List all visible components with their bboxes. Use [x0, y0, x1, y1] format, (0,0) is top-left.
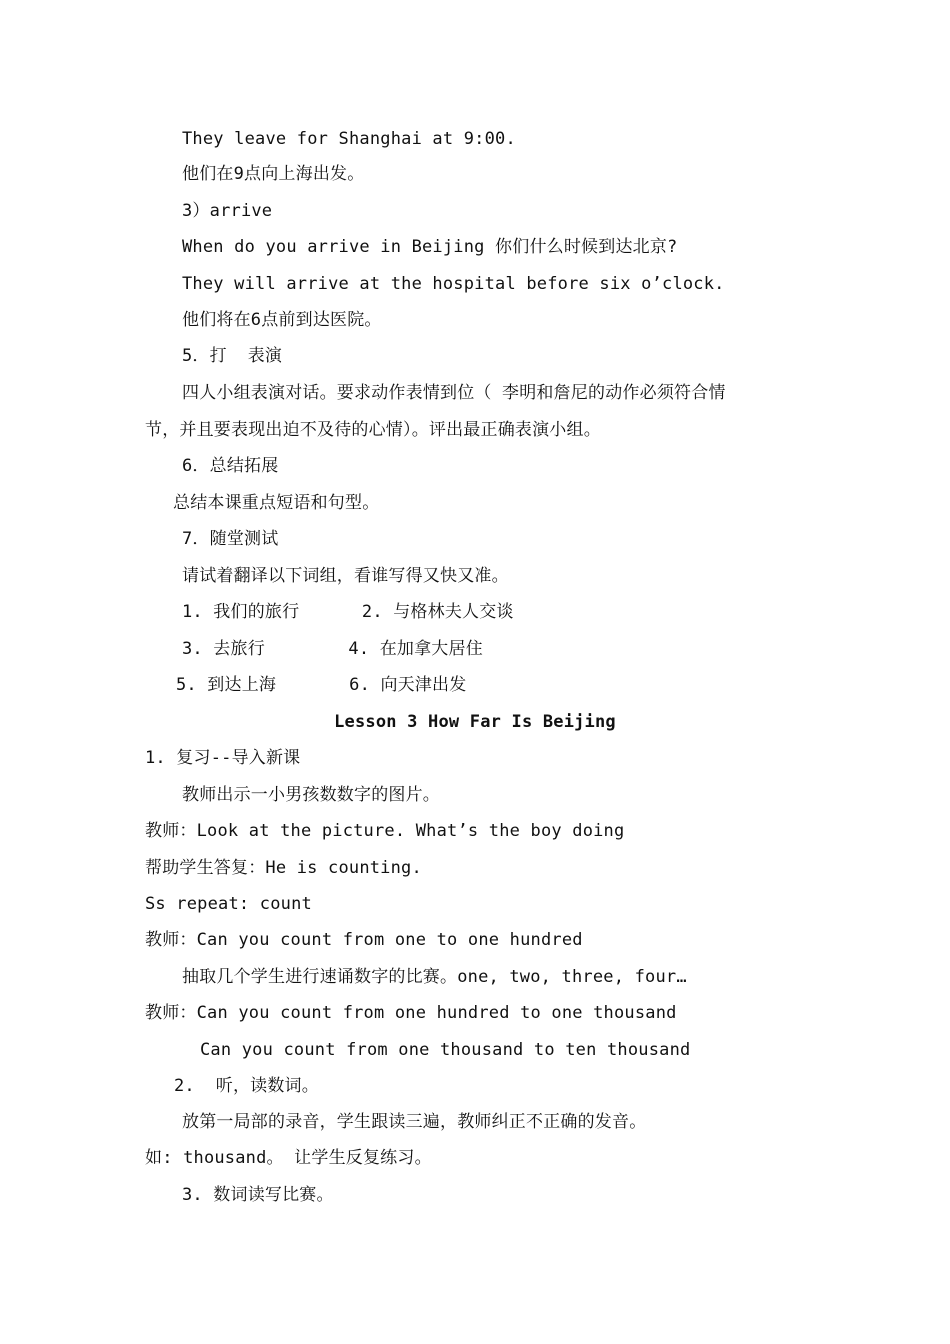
text-line: They leave for Shanghai at 9:00.	[182, 129, 516, 149]
text-line: 他们在9点向上海出发。	[182, 164, 365, 184]
text-line: 他们将在6点前到达医院。	[182, 310, 382, 330]
lesson-title: Lesson 3 How Far Is Beijing	[334, 712, 616, 732]
text-line: 节，并且要表现出迫不及待的心情）。评出最正确表演小组。	[145, 420, 601, 440]
text-line: 2. 听，读数词。	[174, 1076, 319, 1096]
text-line: Ss repeat: count	[145, 894, 312, 914]
text-line: 请试着翻译以下词组，看谁写得又快又准。	[182, 566, 509, 586]
text-line: 教师：Look at the picture. What’s the boy doing	[145, 821, 625, 841]
text-line: 教师：Can you count from one hundred to one thousand	[145, 1003, 677, 1023]
text-line: 教师：Can you count from one to one hundred	[145, 930, 583, 950]
vocab-line: 1. 我们的旅行 2. 与格林夫人交谈	[182, 602, 514, 622]
text-line: Can you count from one thousand to ten thousand	[200, 1040, 691, 1060]
text-line: 如: thousand。 让学生反复练习。	[145, 1148, 432, 1168]
vocab-line: 5. 到达上海 6. 向天津出发	[176, 675, 467, 695]
text-line: 3. 数词读写比赛。	[182, 1185, 334, 1205]
text-line: 帮助学生答复：He is counting.	[145, 858, 422, 878]
text-line: 总结本课重点短语和句型。	[173, 493, 380, 513]
text-line: 四人小组表演对话。要求动作表情到位（ 李明和詹尼的动作必须符合情	[182, 383, 726, 403]
text-line: 教师出示一小男孩数数字的图片。	[182, 785, 440, 805]
vocab-line: 3. 去旅行 4. 在加拿大居住	[182, 639, 483, 659]
text-line: When do you arrive in Beijing 你们什么时候到达北京?	[182, 237, 678, 257]
text-line: 放第一局部的录音，学生跟读三遍，教师纠正不正确的发音。	[182, 1112, 647, 1132]
text-line: 7．随堂测试	[182, 529, 279, 549]
text-line: 抽取几个学生进行速诵数字的比赛。one, two, three, four…	[182, 967, 687, 987]
text-line: They will arrive at the hospital before six o’clock.	[182, 274, 725, 294]
text-line: 1. 复习--导入新课	[145, 748, 301, 768]
text-line: 6．总结拓展	[182, 456, 279, 476]
text-line: 3）arrive	[182, 201, 273, 221]
text-line: 5．打 表演	[182, 346, 283, 366]
